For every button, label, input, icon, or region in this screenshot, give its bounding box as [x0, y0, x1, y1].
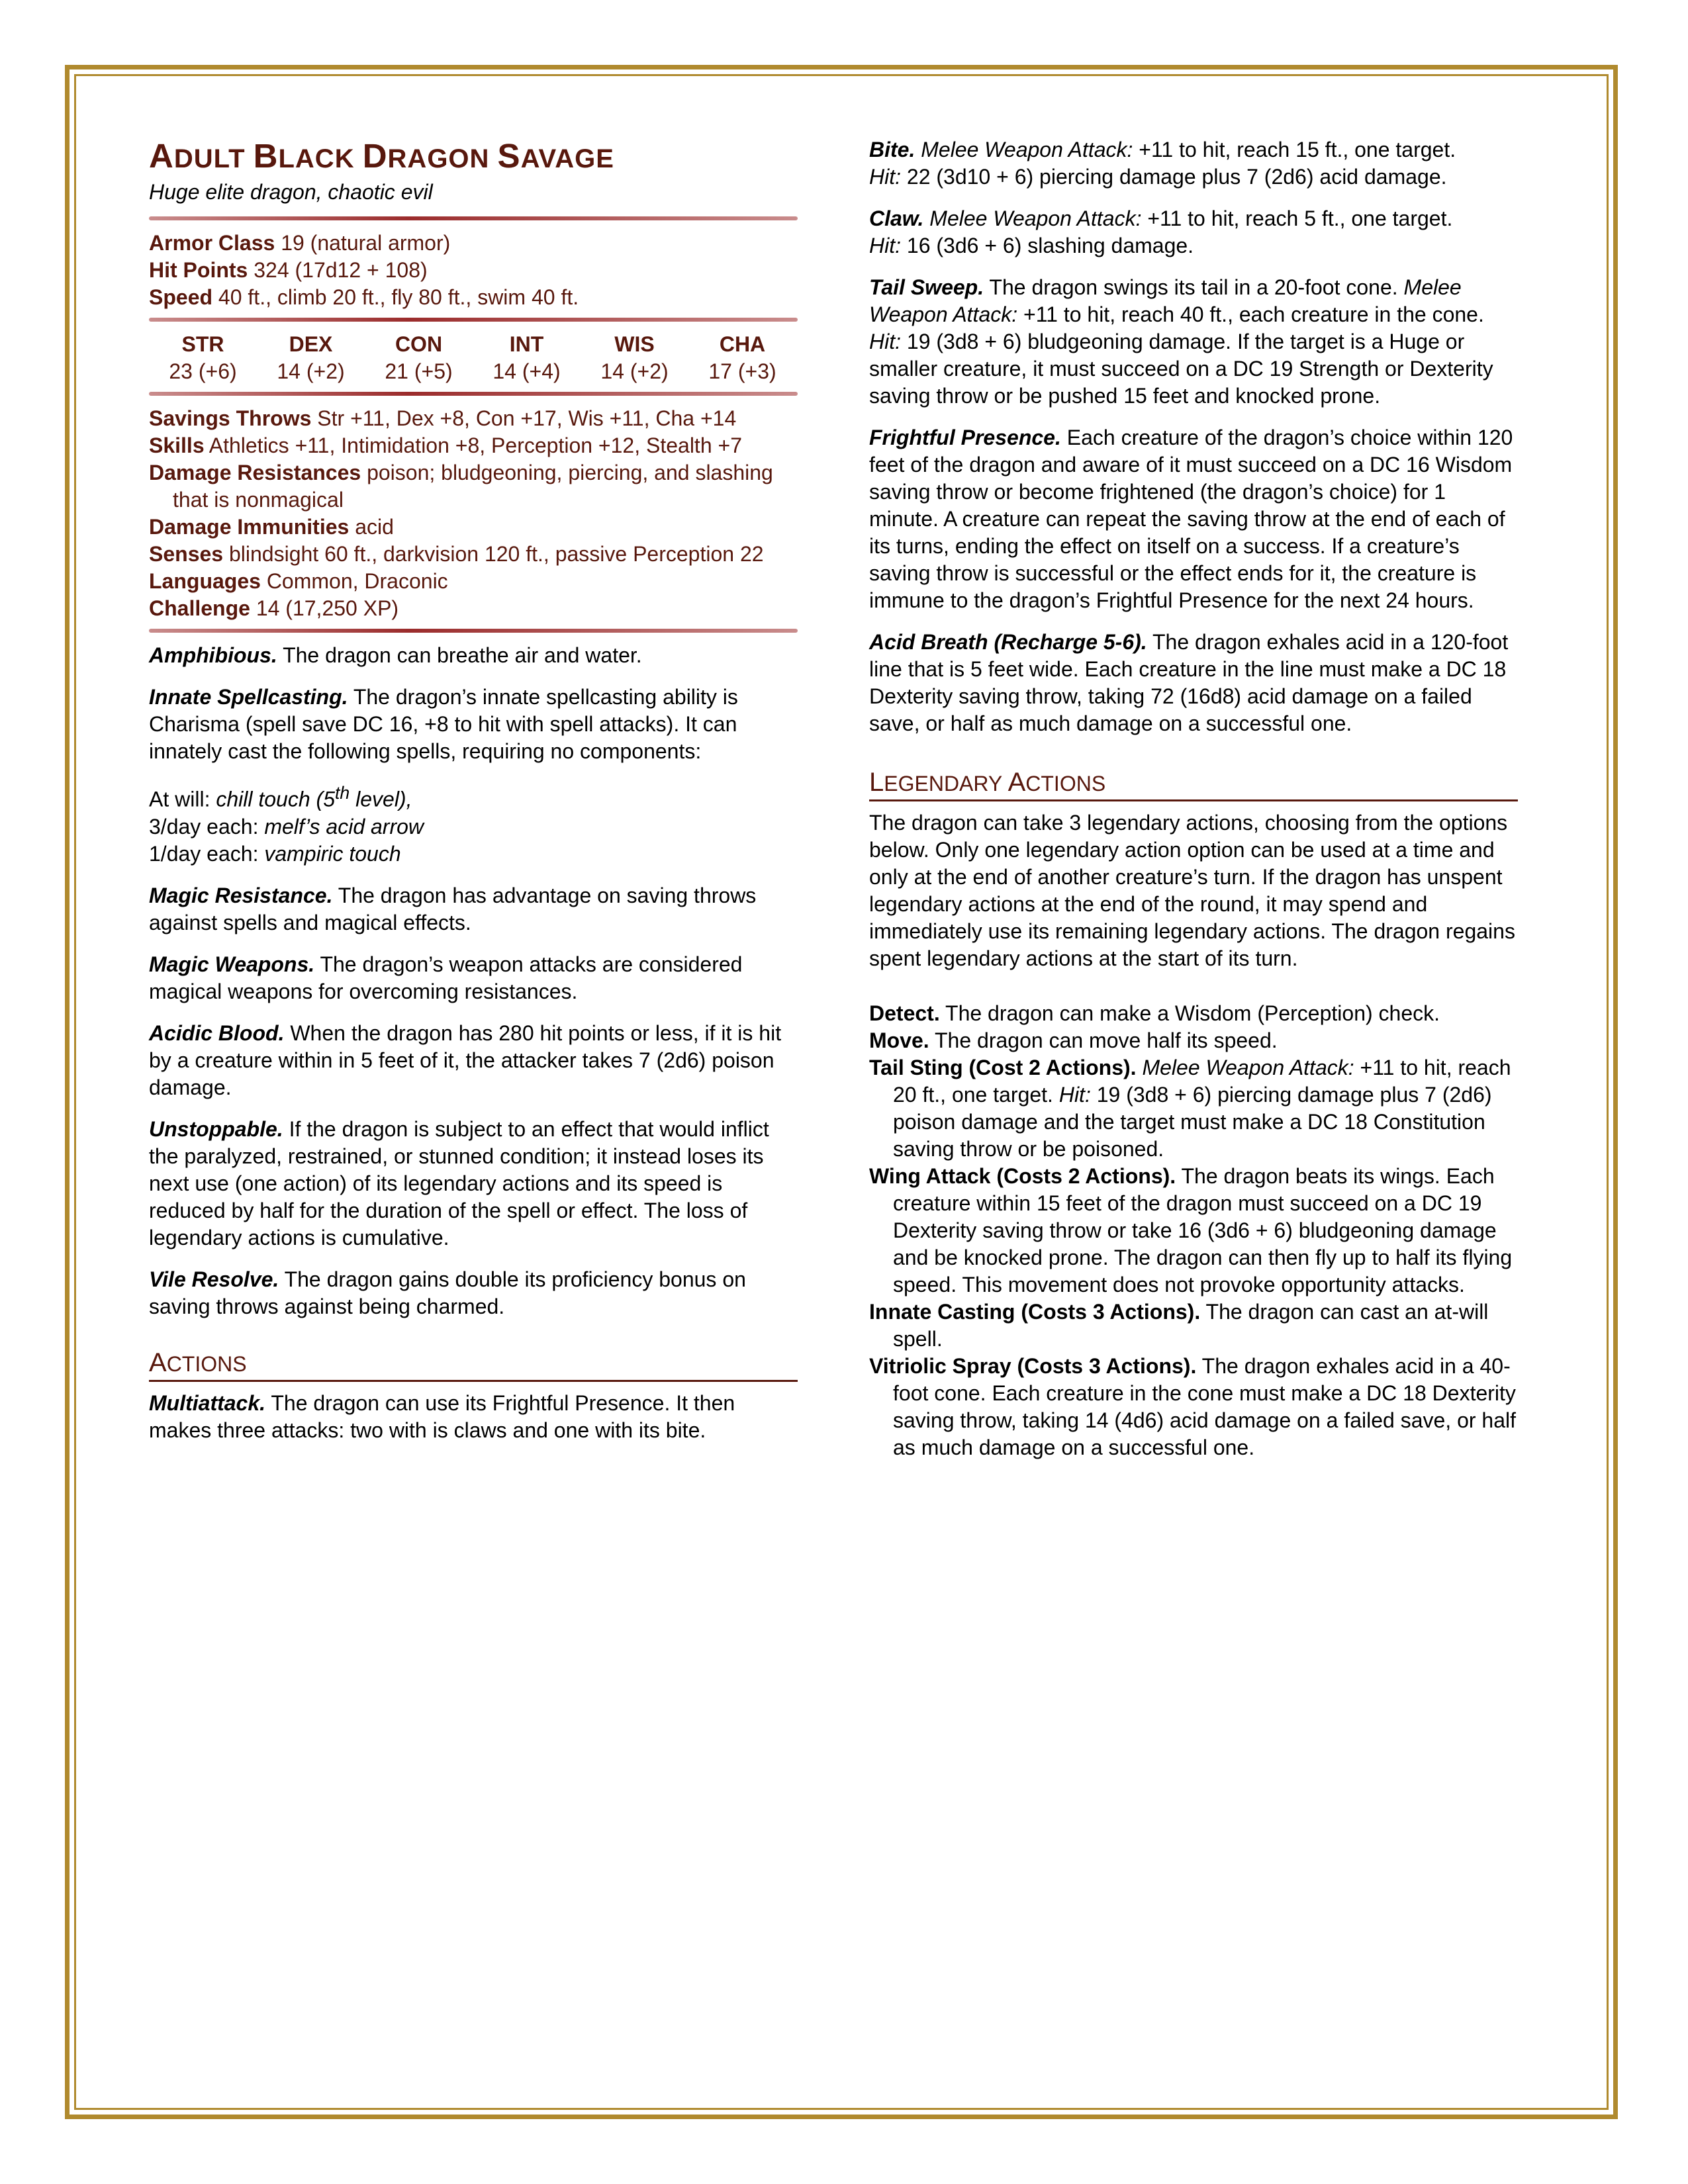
speed [149, 284, 798, 311]
action-claw [869, 205, 1518, 259]
ability-name: INT [509, 332, 544, 356]
heading-rest: EGENDARY [884, 772, 1008, 796]
hit-points [149, 257, 798, 284]
divider [149, 392, 798, 396]
spell-one-day [149, 841, 798, 868]
trait-text: The dragon’s innate spellcasting ability is Charisma (spell save DC 16, +8 to hit with spell attacks). It can innately cast the following spells, requiring no components: [149, 685, 738, 763]
trait-text: The dragon can breathe air and water. [277, 643, 642, 667]
trait-name: Magic Resistance. [149, 883, 333, 907]
heading-initial: A [149, 1347, 167, 1377]
hit-label: Hit: [1058, 1083, 1091, 1107]
divider [149, 318, 798, 322]
hit-points-value: 324 (17d12 + 108) [248, 258, 428, 282]
ability-scores [149, 358, 798, 385]
action-name: Tail Sweep. [869, 275, 984, 299]
ability-name: CHA [719, 332, 766, 356]
action-name: Frightful Presence. [869, 426, 1061, 449]
trait-name: Amphibious. [149, 643, 277, 667]
action-bite [869, 136, 1518, 191]
legendary-vitriolic-spray [869, 1353, 1518, 1461]
action-damage: 16 (3d6 + 6) slashing damage. [901, 234, 1194, 257]
title-part-3: RAGON [387, 144, 498, 173]
languages [149, 568, 798, 595]
trait-name: Magic Weapons. [149, 952, 315, 976]
divider [149, 629, 798, 633]
legendary-move [869, 1027, 1518, 1054]
spell-level: level), [350, 787, 412, 811]
trait-innate-spellcasting [149, 684, 798, 765]
saving-throws-label: Savings Throws [149, 406, 312, 430]
action-text: Each creature of the dragon’s choice within 120 feet of the dragon and aware of it must succeed on a DC 16 Wisdom saving throw or become frightened (the dragon’s choice) for 1 minute. A creature can repeat the saving throw at the end of each of its turns, ending the effect on itself on a success. If a creature’s saving throw is successful or the effect ends for it, the creature is immune to the dragon’s Frightful Presence for the next 24 hours. [869, 426, 1513, 612]
armor-class-label: Armor Class [149, 231, 275, 255]
title-initial-d: D [362, 137, 388, 175]
action-name: Acid Breath (Recharge 5-6). [869, 630, 1147, 654]
legendary-intro: The dragon can take 3 legendary actions, choosing from the options below. Only one legendary action option can be used at a time and only at the end of another creature’s turn. If the dragon has unspent legendary actions at the end of the round, it may spend and immediately use its remaining legendary actions. The dragon regains spent legendary actions at the start of its turn. [869, 811, 1515, 970]
action-text: +11 to hit, reach 15 ft., one target. [1133, 138, 1456, 161]
spell-three-day [149, 813, 798, 841]
trait-vile-resolve [149, 1266, 798, 1320]
title-initial-s: S [497, 137, 521, 175]
legendary-text: The dragon can cast an at-will spell. [893, 1300, 1489, 1351]
trait-name: Unstoppable. [149, 1116, 283, 1141]
legendary-text: The dragon beats its wings. Each creature within 15 feet of the dragon must succeed on a DC 19 Dexterity saving throw or take 16 (3d6 + 6) bludgeoning damage and be knocked prone. The dragon can then fly up to half its flying speed. This movement does not provoke opportunity attacks. [893, 1164, 1513, 1297]
action-tail-sweep [869, 274, 1518, 410]
heading-initial: L [869, 768, 884, 797]
trait-text: The dragon gains double its proficiency bonus on saving throws against being charmed. [149, 1267, 746, 1318]
legendary-name: Vitriolic Spray (Costs 3 Actions). [869, 1354, 1197, 1378]
trait-acidic-blood [149, 1020, 798, 1101]
hit-label: Hit: [869, 165, 901, 189]
spell-name: vampiric touch [264, 841, 401, 866]
action-text: The dragon can use its Frightful Presence. It then makes three attacks: two with is claws and one with its bite. [149, 1390, 735, 1442]
title-initial-b: B [253, 137, 279, 175]
challenge [149, 595, 798, 622]
action-text: +11 to hit, reach 40 ft., each creature in the cone. [1017, 302, 1484, 326]
trait-text: The dragon’s weapon attacks are considered magical weapons for overcoming resistances. [149, 952, 743, 1003]
languages-label: Languages [149, 569, 261, 593]
ability-score: 14 (+4) [492, 359, 561, 383]
stat-block-title [149, 136, 798, 179]
trait-unstoppable [149, 1116, 798, 1251]
ability-name: WIS [614, 332, 655, 356]
legendary-text: The dragon exhales acid in a 40-foot cone. Each creature in the cone must make a DC 18 Dexterity saving throw, taking 14 (4d6) acid damage on a failed save, or half as much damage on a successful one. [893, 1354, 1517, 1459]
ability-score: 17 (+3) [708, 359, 776, 383]
senses-label: Senses [149, 542, 224, 566]
action-acid-breath [869, 629, 1518, 737]
speed-label: Speed [149, 285, 213, 309]
trait-name: Acidic Blood. [149, 1021, 285, 1045]
right-column [869, 136, 1518, 1461]
attack-type: Melee Weapon Attack: [923, 206, 1142, 230]
damage-resistances-value: poison; bludgeoning, piercing, and slashing that is nonmagical [173, 461, 773, 512]
damage-immunities-value: acid [349, 515, 394, 539]
damage-immunities-label: Damage Immunities [149, 515, 350, 539]
legendary-text: The dragon can make a Wisdom (Perception) check. [939, 1001, 1440, 1025]
ability-name: CON [395, 332, 443, 356]
legendary-name: Move. [869, 1028, 929, 1052]
title-part-1: DULT [173, 144, 254, 173]
senses [149, 541, 798, 568]
speed-value: 40 ft., climb 20 ft., fly 80 ft., swim 40 ft. [212, 285, 579, 309]
trait-text: When the dragon has 280 hit points or less, if it is hit by a creature within in 5 feet of it, the attacker takes 7 (2d6) poison damage. [149, 1021, 782, 1099]
ability-name: DEX [289, 332, 333, 356]
armor-class-value: 19 (natural armor) [275, 231, 451, 255]
languages-value: Common, Draconic [260, 569, 448, 593]
action-name: Multiattack. [149, 1390, 266, 1415]
legendary-name: Detect. [869, 1001, 940, 1025]
left-column [149, 136, 798, 1459]
legendary-name: Wing Attack (Costs 2 Actions). [869, 1164, 1176, 1188]
action-damage: 19 (3d8 + 6) bludgeoning damage. If the target is a Huge or smaller creature, it must succeed on a DC 19 Strength or Dexterity saving throw or be pushed 15 feet and knocked prone. [869, 330, 1493, 408]
legendary-wing-attack [869, 1163, 1518, 1298]
legendary-innate-casting [869, 1298, 1518, 1353]
trait-name: Innate Spellcasting. [149, 685, 348, 709]
hit-label: Hit: [869, 330, 901, 353]
saving-throws [149, 405, 798, 432]
legendary-name: Tail Sting (Cost 2 Actions). [869, 1056, 1137, 1079]
spell-at-will [149, 780, 798, 813]
trait-name: Vile Resolve. [149, 1267, 279, 1291]
saving-throws-value: Str +11, Dex +8, Con +17, Wis +11, Cha +14 [311, 406, 737, 430]
divider [149, 216, 798, 220]
legendary-text: The dragon can move half its speed. [929, 1028, 1278, 1052]
attack-type: Melee Weapon Attack: [915, 138, 1133, 161]
spell-frequency: 3/day each: [149, 814, 265, 839]
legendary-detect [869, 1000, 1518, 1027]
challenge-label: Challenge [149, 596, 250, 620]
ability-score: 23 (+6) [169, 359, 237, 383]
ability-score: 14 (+2) [277, 359, 345, 383]
spell-frequency: At will: [149, 787, 216, 811]
skills [149, 432, 798, 459]
action-damage: 22 (3d10 + 6) piercing damage plus 7 (2d6) acid damage. [901, 165, 1447, 189]
action-text: The dragon exhales acid in a 120-foot line that is 5 feet wide. Each creature in the line must make a DC 18 Dexterity saving throw, taking 72 (16d8) acid damage on a failed save, or half as much damage on a successful one. [869, 630, 1509, 735]
spell-list [149, 780, 798, 868]
trait-text: The dragon has advantage on saving throws against spells and magical effects. [149, 883, 757, 934]
damage-immunities [149, 514, 798, 541]
legendary-name: Innate Casting (Costs 3 Actions). [869, 1300, 1201, 1324]
armor-class [149, 230, 798, 257]
damage-resistances-label: Damage Resistances [149, 461, 361, 484]
title-initial-a: A [149, 137, 174, 175]
action-name: Claw. [869, 206, 924, 230]
action-multiattack [149, 1390, 798, 1444]
ability-headers [149, 331, 798, 358]
attack-type: Melee Weapon Attack: [869, 275, 1462, 326]
actions-heading [149, 1347, 798, 1382]
spell-ordinal: th [334, 783, 350, 803]
trait-text: If the dragon is subject to an effect that would inflict the paralyzed, restrained, or stunned condition; it instead loses its next use (one action) of its legendary actions and its speed is reduced by half for the duration of the spell or effect. The loss of legendary actions is cumulative. [149, 1116, 769, 1250]
senses-value: blindsight 60 ft., darkvision 120 ft., passive Perception 22 [223, 542, 764, 566]
trait-magic-weapons [149, 951, 798, 1005]
hit-points-label: Hit Points [149, 258, 248, 282]
title-part-2: LACK [278, 144, 363, 173]
spell-name: chill touch (5 [216, 787, 335, 811]
skills-value: Athletics +11, Intimidation +8, Perception +12, Stealth +7 [204, 433, 742, 457]
hit-label: Hit: [869, 234, 901, 257]
title-part-4: AVAGE [520, 144, 614, 173]
action-text: +11 to hit, reach 5 ft., one target. [1141, 206, 1453, 230]
challenge-value: 14 (17,250 XP) [250, 596, 399, 620]
legendary-text: 19 (3d8 + 6) piercing damage plus 7 (2d6) poison damage and the target must make a DC 18 Constitution saving throw or be poisoned. [893, 1083, 1492, 1161]
trait-amphibious [149, 642, 798, 669]
spell-frequency: 1/day each: [149, 841, 265, 866]
legendary-text: +11 to hit, reach 20 ft., one target. [893, 1056, 1511, 1107]
ability-score: 21 (+5) [385, 359, 453, 383]
legendary-tail-sting [869, 1054, 1518, 1163]
spell-name: melf’s acid arrow [264, 814, 424, 839]
action-frightful-presence [869, 424, 1518, 614]
heading-initial: A [1008, 768, 1026, 797]
ability-score: 14 (+2) [600, 359, 669, 383]
attack-type: Melee Weapon Attack: [1136, 1056, 1354, 1079]
heading-rest: CTIONS [1025, 772, 1106, 796]
creature-type: Huge elite dragon, chaotic evil [149, 180, 433, 204]
ability-name: STR [181, 332, 224, 356]
damage-resistances [149, 459, 798, 514]
trait-magic-resistance [149, 882, 798, 936]
heading-rest: CTIONS [166, 1351, 247, 1376]
action-text: The dragon swings its tail in a 20-foot cone. [984, 275, 1404, 299]
legendary-actions-heading [869, 766, 1518, 801]
action-name: Bite. [869, 138, 915, 161]
skills-label: Skills [149, 433, 205, 457]
